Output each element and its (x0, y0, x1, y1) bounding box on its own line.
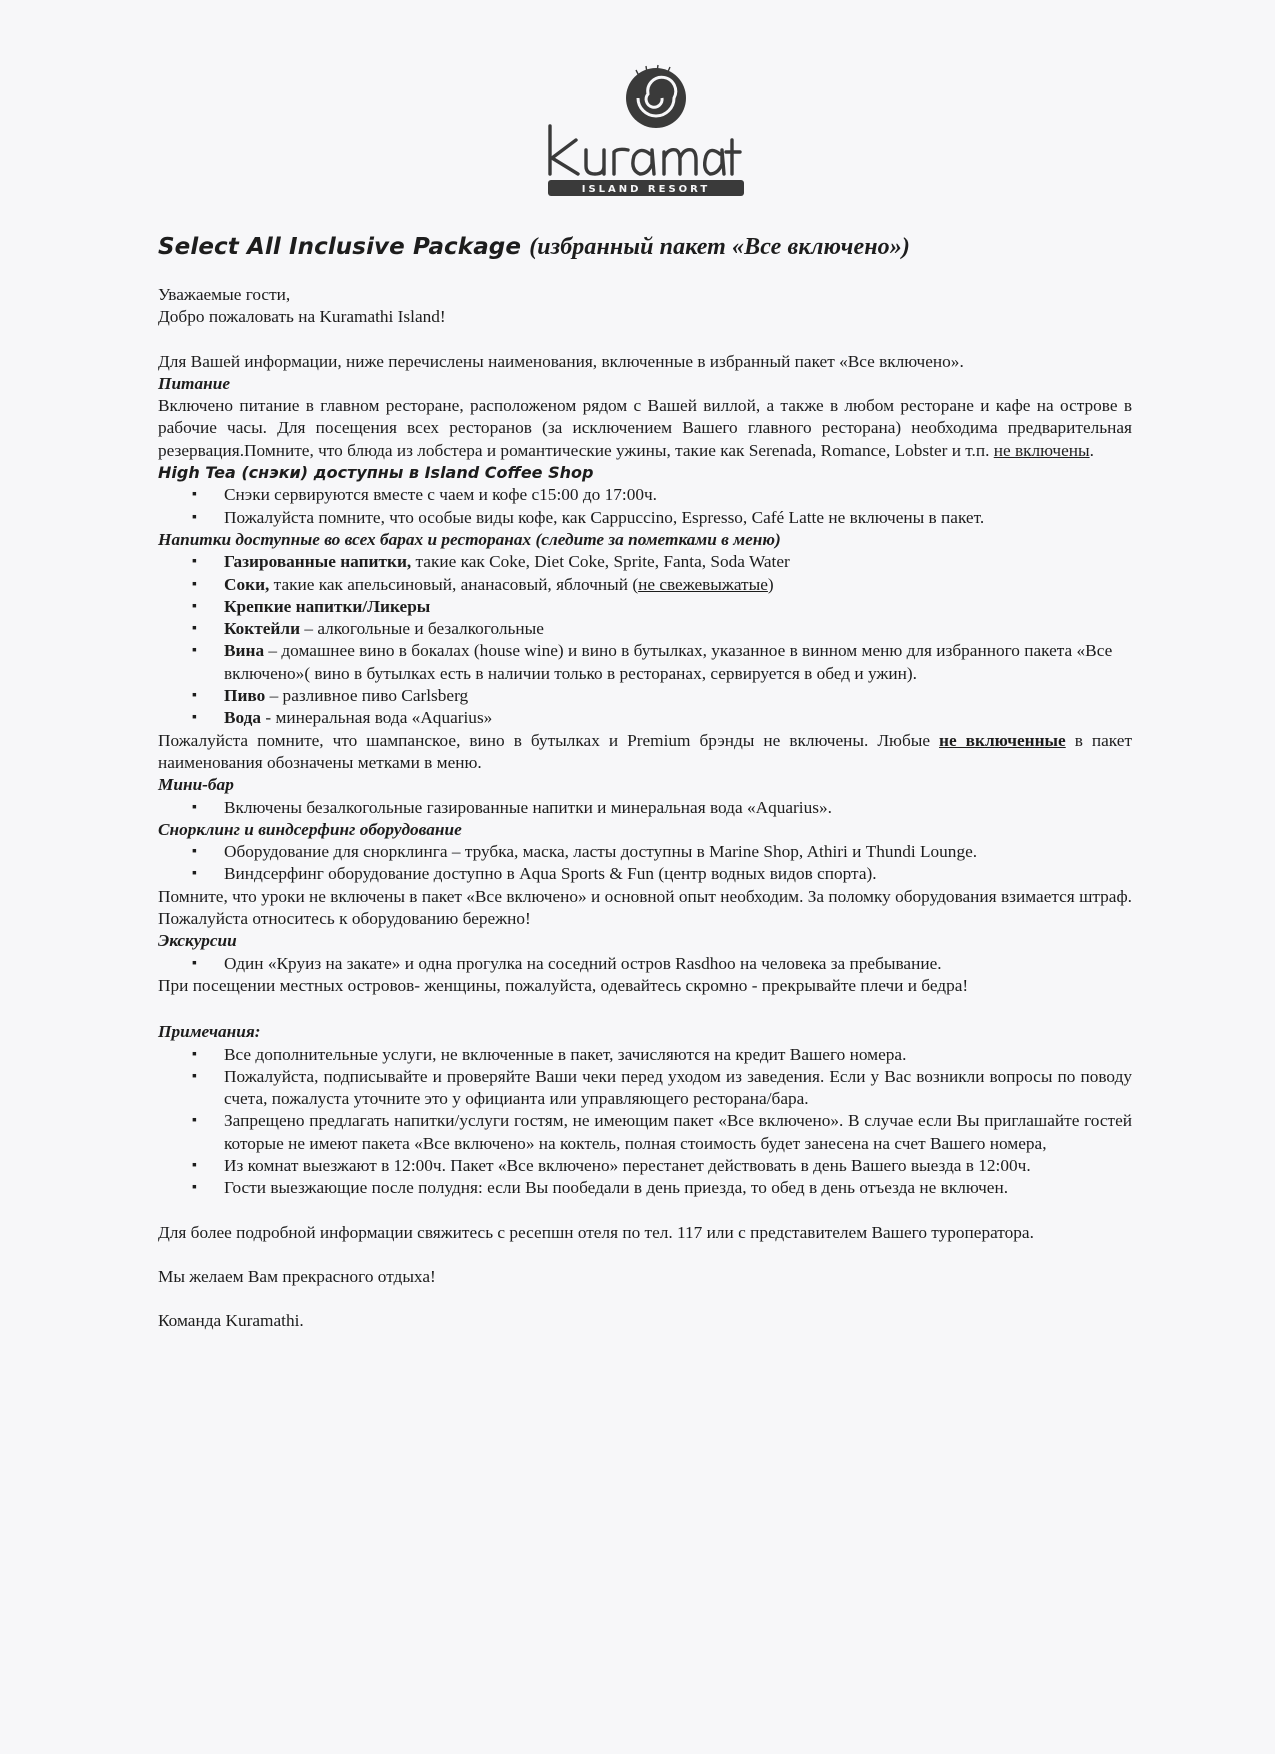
greeting-line-1: Уважаемые гости, (158, 285, 291, 304)
food-text-main: Включено питание в главном ресторане, расположеном рядом с Вашей виллой, а также в любом ресторане и кафе на острове в рабочие часы. Для посещения всех ресторанов (за исключением Вашего главного ресторана) необходима предварительная резервация.Помните, что блюда из лобстера и романтические ужины, такие как Serenada, Romance, Lobster и т.п. (158, 396, 1132, 460)
juice-end: ) (767, 574, 774, 594)
drinks-note (158, 730, 1132, 775)
drinks-list (158, 551, 1132, 729)
drinks-note-main: Пожалуйста помните, что шампанское, вино в бутылках и Premium брэнды не включены. Любые (158, 730, 940, 750)
food-text (158, 395, 1132, 462)
wish-text: Мы желаем Вам прекрасного отдыха! (158, 1266, 436, 1286)
excursions-heading: Экскурсии (158, 931, 237, 951)
list-item: ▪ Оборудование для снорклинга – трубка, маска, ласты доступны в Marine Shop, Athiri и Thundi Lounge. (224, 841, 1132, 863)
notes-list (158, 1044, 1132, 1200)
list-item: ▪ Включены безалкогольные газированные напитки и минеральная вода «Aquarius». (224, 797, 1132, 819)
list-item: ▪ Пожалуйста, подписывайте и проверяйте Ваши чеки перед уходом из заведения. Если у Вас возникли вопросы по поводу счета, пожалуста уточните это у официанта или управляющего ресторана/бара. (224, 1066, 1132, 1111)
list-item-cocktails (224, 618, 1132, 640)
spirits-label: Крепкие напитки/Ликеры (224, 596, 431, 616)
list-item-soda (224, 551, 1132, 573)
list-item-spirits (224, 596, 1132, 618)
intro-text: Для Вашей информации, ниже перечислены наименования, включенные в избранный пакет «Все включено». (158, 351, 964, 371)
cocktails-label: Коктейли (224, 619, 301, 639)
list-item-wine (224, 640, 1132, 685)
list-item: ▪ Виндсерфинг оборудование доступно в Aqua Sports & Fun (центр водных видов спорта). (224, 863, 1132, 885)
page-title (158, 232, 1132, 262)
svg-text:ISLAND RESORT: ISLAND RESORT (581, 184, 711, 195)
water-text: - минеральная вода «Aquarius» (261, 708, 493, 728)
juice-underlined: не свежевыжатые (638, 574, 768, 594)
minibar-heading: Мини-бар (158, 775, 234, 795)
food-text-underlined: не включены (993, 440, 1090, 460)
wine-text: – домашнее вино в бокалах (house wine) и вино в бутылках, указанное в винном меню для избранного пакета «Все включено»( вино в бутылках есть в наличии только в ресторанах, сервируется в обед и ужин). (224, 641, 1113, 683)
snorkel-note: Помните, что уроки не включены в пакет «Все включено» и основной опыт необходим. За поломку оборудования взимается штраф. Пожалуйста относитесь к оборудованию бережно! (158, 886, 1132, 929)
list-item: ▪ Из комнат выезжают в 12:00ч. Пакет «Все включено» перестанет действовать в день Вашего выезда в 12:00ч. (224, 1155, 1132, 1177)
greeting-line-2: Добро пожаловать на Kuramathi Island! (158, 307, 446, 327)
beer-label: Пиво (224, 686, 266, 706)
food-heading: Питание (158, 373, 231, 393)
wine-label: Вина (224, 641, 265, 661)
contact-text: Для более подробной информации свяжитесь с ресепшн отеля по тел. 117 или с представителем Вашего туроператора. (158, 1222, 1034, 1242)
list-item: ▪ Снэки сервируются вместе с чаем и кофе с15:00 до 17:00ч. (224, 484, 1132, 506)
title-en: Select All Inclusive Package (158, 234, 530, 260)
drinks-heading: Напитки доступные во всех барах и ресторанах (следите за пометками в меню) (158, 529, 781, 549)
signature-text: Команда Kuramathi. (158, 1311, 304, 1331)
document-body (158, 232, 1132, 1332)
list-item-water (224, 707, 1132, 729)
list-item-beer (224, 685, 1132, 707)
minibar-list (158, 797, 1132, 819)
title-ru: (избранный пакет «Все включено») (529, 234, 910, 260)
excursions-note: При посещении местных островов- женщины, пожалуйста, одевайтесь скромно - прекрывайте плечи и бедра! (158, 975, 969, 995)
list-item: ▪ Гости выезжающие после полудня: если Вы пообедали в день приезда, то обед в день отъезда не включен. (224, 1177, 1132, 1199)
high-tea-list (158, 484, 1132, 529)
soda-label: Газированные напитки, (224, 552, 412, 572)
drinks-note-end: в пакет наименования обозначены метками в меню. (158, 730, 1132, 772)
list-item: ▪ Один «Круиз на закате» и одна прогулка на соседний остров Rasdhoo на человека за пребывание. (224, 953, 1132, 975)
list-item: ▪ Пожалуйста помните, что особые виды кофе, как Cappuccino, Espresso, Café Latte не включены в пакет. (224, 507, 1132, 529)
high-tea-heading: High Tea (снэки) доступны в Island Coffee Shop (158, 463, 594, 483)
soda-text: такие как Coke, Diet Coke, Sprite, Fanta, Soda Water (411, 552, 790, 572)
list-item: ▪ Запрещено предлагать напитки/услуги гостям, не имеющим пакет «Все включено». В случае если Вы приглашайте гостей которые не имеют пакета «Все включено» на коктель, полная стоимость будет занесена на счет Вашего номера, (224, 1110, 1132, 1155)
list-item-juice (224, 574, 1132, 596)
juice-text: такие как апельсиновый, ананасовый, яблочный ( (269, 574, 639, 594)
juice-label: Соки, (224, 574, 270, 594)
notes-heading: Примечания: (158, 1022, 261, 1042)
drinks-note-underlined: не включенные (939, 730, 1066, 750)
snorkel-list (158, 841, 1132, 886)
kuramathi-logo (540, 62, 750, 198)
cocktails-text: – алкогольные и безалкогольные (300, 619, 544, 639)
list-item: ▪ Все дополнительные услуги, не включенные в пакет, зачисляются на кредит Вашего номера. (224, 1044, 1132, 1066)
water-label: Вода (224, 708, 262, 728)
food-text-end: . (1089, 440, 1094, 460)
snorkel-heading: Снорклинг и виндсерфинг оборудование (158, 819, 462, 839)
excursions-list (158, 953, 1132, 975)
beer-text: – разливное пиво Carlsberg (265, 686, 469, 706)
